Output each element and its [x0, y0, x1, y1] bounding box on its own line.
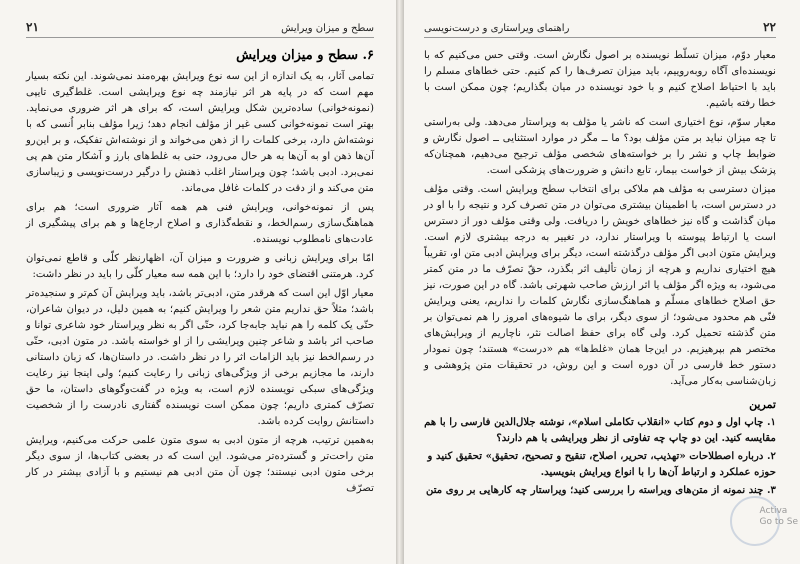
running-head-left: [26, 20, 374, 38]
paragraph: معیار دوّم، میزان تسلّط نویسنده بر اصول نگارش است. وقتی حس می‌کنیم که با نویسنده‌ای آگاه روبه‌روییم، باید میزان تصرف‌ها را کم کنیم. حتی خطاهای مسلم را باید با احتیاط اصلاح کنیم و با خود نویسنده در میان بگذاریم؛ چون ممکن است با خطا رفته باشیم.: [424, 50, 776, 109]
right-page: [404, 0, 800, 564]
paragraph: معیار سوّم، نوع اختیاری است که ناشر یا مؤلف به ویراستار می‌دهد. ولی به‌راستی تا چه میزان نباید بر متن مؤلف بود؟ ما ــ مگر در موارد استثنایی ــ اصول نگارش و ضوابط چاپ و نشر را بر خواسته‌های شخصی مؤلف ترجیح می‌دهیم، همچنان‌که پزشک بیش از خواست بیمار، تابع دانش و ضرورت‌های پزشکی است.: [424, 117, 776, 176]
section-title: ۶. سطح و میزان ویرایش: [236, 48, 374, 63]
page-number: ۲۲: [763, 20, 776, 34]
paragraph: به‌همین ترتیب، هرچه از متون ادبی به سوی متون علمی حرکت می‌کنیم، ویرایش متن راحت‌تر و گسترده‌تر می‌شود. این است که در بعضی کتاب‌ها، از سوی دیگر برخی متون ادبی نیستند؛ چون آن متن ادبی هم نیستیم و با آزادی بیشتر در کار تصرّف: [26, 435, 374, 494]
exercise-item: ۳. چند نمونه از متن‌های ویراسته را بررسی کنید؛ ویراستار چه کارهایی بر روی متن: [425, 484, 776, 496]
paragraph: تمامی آثار، به یک اندازه از این سه نوع ویرایش بهره‌مند نمی‌شوند. این نکته بسیار مهم است که در پایه هر اثر نیازمند چه نوع ویرایشی است. غلط‌گیری تایپی (نمونه‌خوانی) ساده‌ترین شکل ویرایش است، که برای هر اثر ضروری می‌نماید. بهتر است نمونه‌خوانی کسی غیر از مؤلف انجام دهد؛ زیرا مؤلف بنابر اُنسی که با نوشته‌اش دارد، برخی کلمات را از ذهن می‌خواند و از نوشته‌اش تفکیک، و بر این‌رو آن‌ها ذهن او به آن‌ها به هر حال می‌رود، حتی به غلط‌های بارز و آشکار متن هم پی نمی‌برد. ادبی باشد؛ چون ویراستار اغلب ذهنش را درگیر درست‌نویسی و زیباسازی متن می‌کند و از دقت در کلمات غافل می‌ماند.: [26, 71, 374, 194]
exercises-title: تمرین: [749, 398, 776, 411]
watermark-line: Activa: [759, 506, 788, 516]
watermark-line: Go to Se: [759, 517, 798, 527]
exercise-item: ۱. چاپ اول و دوم کتاب «انقلاب تکاملی اسلام»، نوشته جلال‌الدین فارسی را با هم مقایسه کنید. این دو چاپ چه تفاوتی از نظر ویرایشی با هم دارند؟: [424, 416, 776, 444]
paragraph: پس از نمونه‌خوانی، ویرایش فنی هم همه آثار ضروری است؛ هم برای هماهنگ‌سازی رسم‌الخط، و نقطه‌گذاری و اصلاح ارجاع‌ها و هم برای پیشگیری از عادت‌های نامطلوب نویسنده.: [26, 202, 374, 245]
running-title: راهنمای ویراستاری و درست‌نویسی: [424, 23, 570, 34]
left-page: [0, 0, 396, 564]
running-head-right: [424, 20, 776, 38]
page-number: ۲۱: [26, 20, 39, 34]
exercise-item: ۲. درباره اصطلاحات «تهذیب، تحریر، اصلاح، تنقیح و تصحیح، تحقیق» تحقیق کنید و حوزه عملکرد و ارتباط آن‌ها را با انواع ویرایش بنویسید.: [427, 450, 776, 478]
running-title: سطح و میزان ویرایش: [281, 23, 374, 34]
paragraph: میزان دسترسی به مؤلف هم ملاکی برای انتخاب سطح ویرایش است. وقتی مؤلف در دسترس است، با اطمینان بیشتری می‌توان در متن تصرف کرد و نتیجه را با او در میان گذاشت و گاه نیز خطاهای خویش را دریافت. ولی وقتی مؤلف دور از دسترس است یا ارتباط پیوسته با ویراستار ندارد، در تغییر به درجه بیشتری لازم است. ویرایش متون ادبی اگر مؤلف درگذشته است، دیگر برای ویرایش ادبی متن او، تقریباً هیچ اختیاری نداریم و هرچه از زمان تألیف اثر بگذرد، حقّ تصرّف ما در متن کمتر می‌شود، به ویژه اگر مؤلف یا اثر ارزش صاحب شهرتی باشد. گاه در این صورت، نیز حق اصلاح خطاهای مسلّم و هماهنگ‌سازی نگارش کلمات را نداریم، یعنی ویرایش فنّی هم محدود می‌شود؛ از سوی دیگر، برای ما شیوه‌های امروز را هم نمی‌توان بر متن گذشته تحمیل کرد. ولی گاه برای حفظ اصالت نثر، ناچاریم از ویرایش‌های مختصر هم بپرهیزیم. در این‌جا همان «غلط‌ها» هم «درست» هستند؛ چون نمودار دستور خط فارسی در آن دوره است و این روش، در تحقیقات متن پژوهشی و زبان‌شناسی به‌کار می‌آید.: [424, 184, 776, 387]
os-activation-watermark: [760, 506, 799, 528]
paragraph: امّا برای ویرایش زبانی و ضرورت و میزان آن، اظهارنظر کلّی و قاطع نمی‌توان کرد. هرمتنی اقتضای خود را دارد؛ با این همه سه معیار کلّی را باید در نظر داشت:: [26, 253, 374, 280]
paragraph: معیار اوّل این است که هرقدر متن، ادبی‌تر باشد، باید ویرایش آن کم‌تر و سنجیده‌تر باشد؛ مثلاً حق نداریم متن شعر را ویرایش کنیم؛ به همین دلیل، در دیوان شاعران، حتّی یک کلمه را هم نباید جابه‌جا کرد، حتّی اگر به نظر ویراستار خود شاعری توانا و صاحب اثر باشد و شاعر چنین ویرایشی را از او خواسته باشد. در متون ادبی، حتّی در رسم‌الخط نیز باید الزامات اثر را در نظر داشت. در داستان‌ها، که زبان داستانی دارند، ما مجازیم برخی از ویژگی‌های زبانی را رعایت کنیم؛ ولی اینجا نیز رعایت ویژگی‌های سبکی نویسنده لازم است، به ویژه در گفت‌وگوهای داستان، ما حق تصرّف کمتری داریم؛ چون ممکن است نویسنده گفتاری نادرست را از شخصیت داستانش روایت کرده باشد.: [26, 288, 374, 427]
book-gutter: [396, 0, 404, 564]
